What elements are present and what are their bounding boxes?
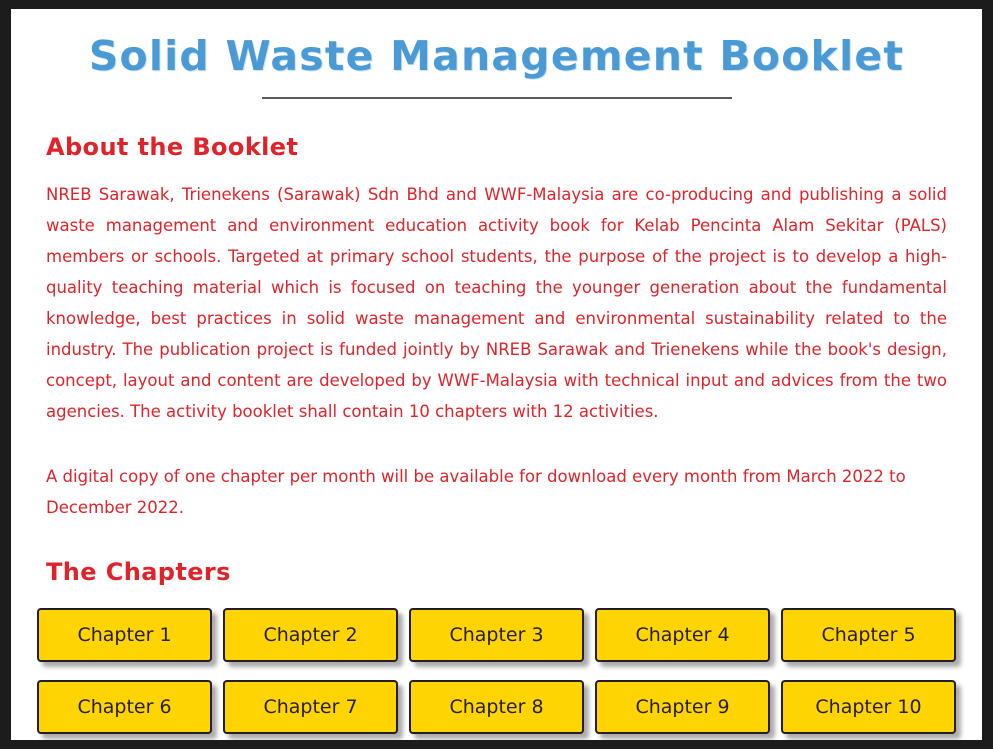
page-title: Solid Waste Management Booklet <box>88 32 905 80</box>
chapters-section-heading: The Chapters <box>46 558 231 586</box>
chapter-button-8[interactable]: Chapter 8 <box>409 680 584 734</box>
chapter-button-5[interactable]: Chapter 5 <box>781 608 956 662</box>
about-paragraph-1: NREB Sarawak, Trienekens (Sarawak) Sdn Bhd and WWF-Malaysia are co-producing and publishing a solid waste management and environment education activity book for Kelab Pencinta Alam Sekitar (PALS) members or schools. Targeted at primary school students, the purpose of the project is to develop a high-quality teaching material which is focused on teaching the younger generation about the fundamental knowledge, best practices in solid waste management and environmental sustainability related to the industry. The publication project is funded jointly by NREB Sarawak and Trienekens while the book's design, concept, layout and content are developed by WWF-Malaysia with technical input and advices from the two agencies. The activity booklet shall contain 10 chapters with 12 activities. <box>46 185 947 421</box>
title-divider <box>262 97 732 99</box>
chapter-button-1[interactable]: Chapter 1 <box>37 608 212 662</box>
chapter-button-3[interactable]: Chapter 3 <box>409 608 584 662</box>
chapter-button-9[interactable]: Chapter 9 <box>595 680 770 734</box>
about-paragraph-2: A digital copy of one chapter per month will be available for download every month from March 2022 to December 2022. <box>46 467 906 517</box>
about-section-heading: About the Booklet <box>46 133 299 161</box>
document-page <box>11 9 982 740</box>
chapter-button-grid <box>37 608 956 734</box>
chapter-button-7[interactable]: Chapter 7 <box>223 680 398 734</box>
chapter-button-10[interactable]: Chapter 10 <box>781 680 956 734</box>
chapter-button-6[interactable]: Chapter 6 <box>37 680 212 734</box>
chapter-button-4[interactable]: Chapter 4 <box>595 608 770 662</box>
chapter-button-2[interactable]: Chapter 2 <box>223 608 398 662</box>
